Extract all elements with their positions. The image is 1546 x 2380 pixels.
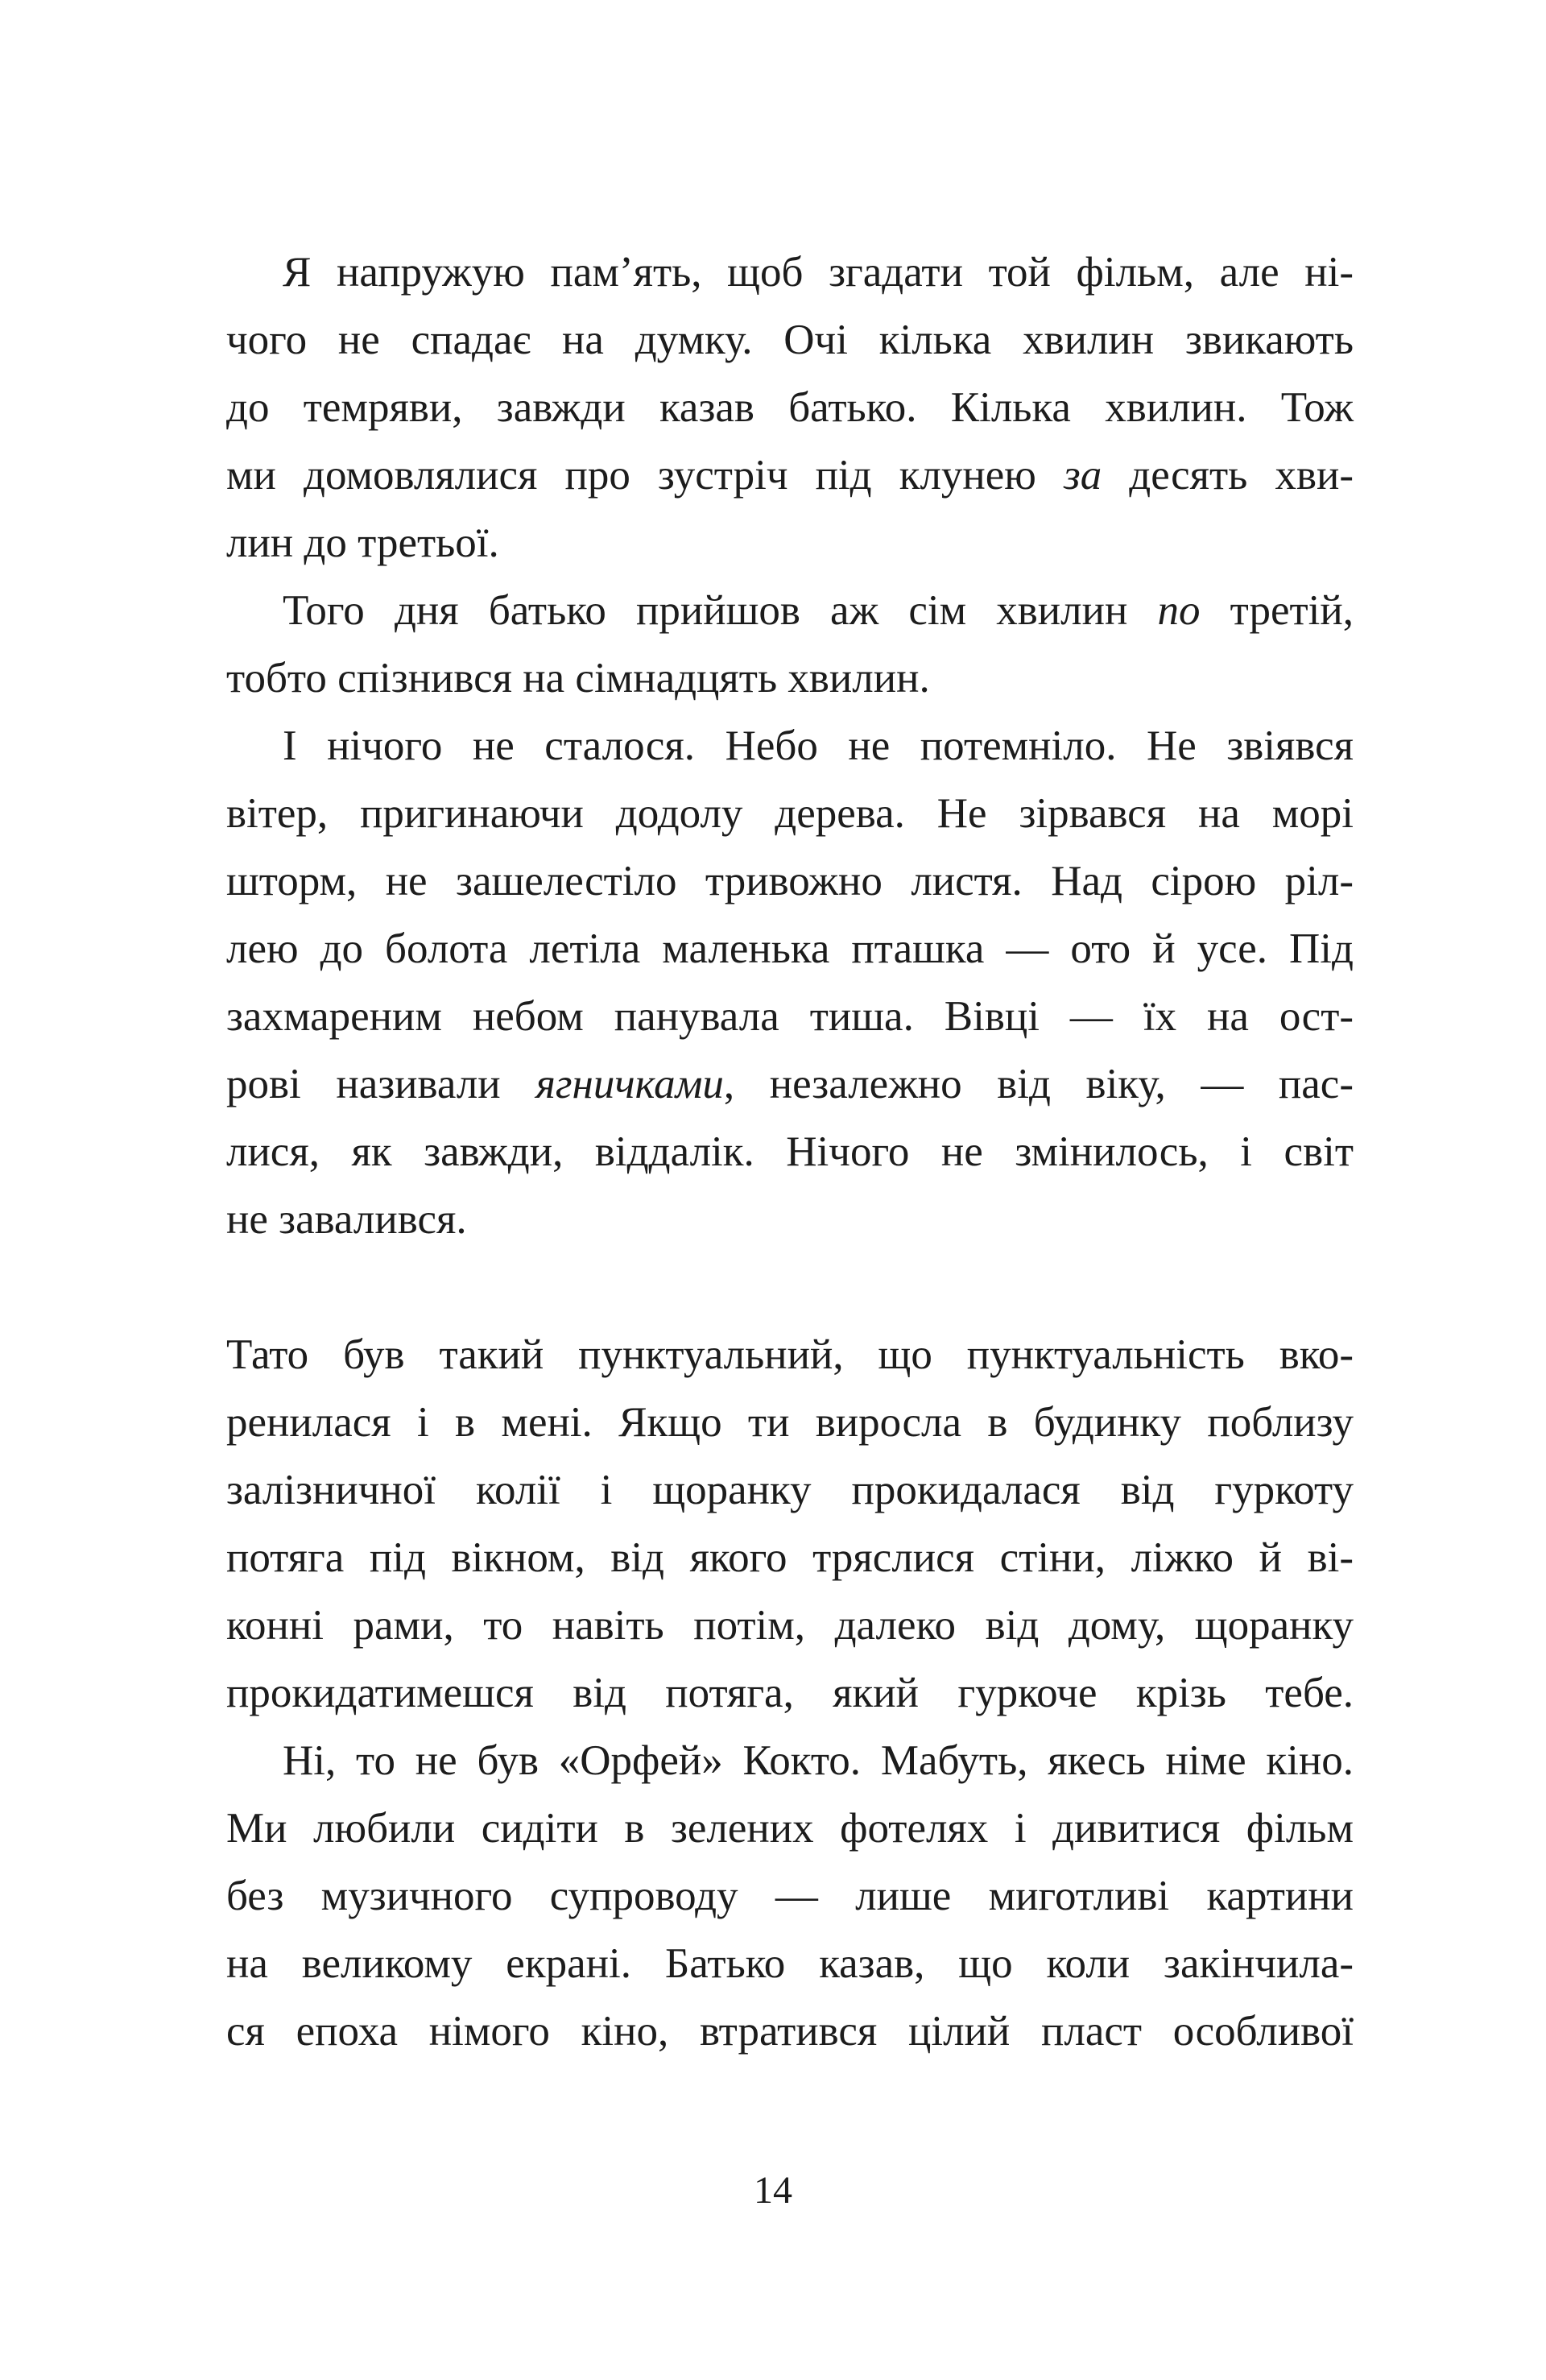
text-line [226, 1118, 1354, 1186]
text-line [226, 983, 1354, 1050]
text-line [226, 1862, 1354, 1930]
text-run: чого не спадає на думку. Очі кілька хвилин звикають [226, 317, 1354, 363]
italic-text-run: ягничками [535, 1061, 724, 1107]
text-run: Ні, то не був «Орфей» Кокто. Мабуть, якесь німе кіно. [283, 1737, 1354, 1784]
paragraph [226, 1321, 1354, 1727]
text-run: не завалився. [226, 1196, 467, 1243]
text-line [226, 1997, 1354, 2065]
text-run: потяга під вікном, від якого тряслися стіни, ліжко й ві- [226, 1534, 1354, 1581]
text-run: лин до третьої. [226, 519, 499, 566]
text-run: рові називали [226, 1061, 536, 1107]
text-line [226, 1591, 1354, 1659]
text-line [226, 238, 1354, 306]
text-line [226, 780, 1354, 847]
text-run: десять хви- [1102, 452, 1354, 499]
text-line [226, 374, 1354, 441]
paragraph [226, 577, 1354, 712]
italic-text-run: за [1064, 452, 1102, 499]
text-line [226, 306, 1354, 374]
text-run: без музичного супроводу — лише миготливі картини [226, 1873, 1354, 1919]
text-run: ся епоха німого кіно, втратився цілий пласт особливої [226, 2008, 1354, 2055]
text-run: лися, як завжди, віддалік. Нічого не змінилось, і світ [226, 1128, 1354, 1175]
text-run: Я напружую пам’ять, щоб згадати той фільм, але ні- [283, 249, 1354, 296]
text-line [226, 577, 1354, 644]
text-run: прокидатимешся від потяга, який гуркоче крізь тебе. [226, 1670, 1354, 1716]
text-line [226, 1930, 1354, 1997]
text-line [226, 712, 1354, 780]
text-run: І нічого не сталося. Небо не потемніло. Не звіявся [283, 722, 1354, 769]
text-line [226, 644, 1354, 712]
text-line [226, 1524, 1354, 1591]
paragraph [226, 238, 1354, 577]
text-run: залізничної колії і щоранку прокидалася від гуркоту [226, 1467, 1354, 1513]
paragraph [226, 1727, 1354, 2065]
text-run: третій, [1200, 587, 1354, 634]
page-number: 14 [754, 2169, 792, 2212]
text-run: ми домовлялися про зустріч під клунею [226, 452, 1064, 499]
text-line [226, 1794, 1354, 1862]
text-run: , незалежно від віку, — пас- [723, 1061, 1354, 1107]
text-run: на великому екрані. Батько казав, що коли закінчила- [226, 1940, 1354, 1987]
text-line [226, 509, 1354, 577]
text-run: вітер, пригинаючи додолу дерева. Не зірвався на морі [226, 790, 1354, 837]
text-line [226, 1186, 1354, 1253]
text-run: лею до болота летіла маленька пташка — ото й усе. Під [226, 925, 1354, 972]
text-run: захмареним небом панувала тиша. Вівці — їх на ост- [226, 993, 1354, 1040]
text-line [226, 441, 1354, 509]
text-run: до темряви, завжди казав батько. Кілька хвилин. Тож [226, 384, 1354, 431]
text-line [226, 1389, 1354, 1456]
text-line [226, 1659, 1354, 1727]
text-line [226, 1050, 1354, 1118]
text-run: Ми любили сидіти в зелених фотелях і дивитися фільм [226, 1805, 1354, 1852]
text-line [226, 915, 1354, 983]
text-run: Тато був такий пунктуальний, що пунктуальність вко- [226, 1331, 1354, 1378]
text-run: тобто спізнився на сімнадцять хвилин. [226, 655, 930, 702]
text-run: конні рами, то навіть потім, далеко від дому, щоранку [226, 1602, 1354, 1649]
text-block [226, 238, 1354, 2065]
text-line [226, 1727, 1354, 1794]
text-run: ренилася і в мені. Якщо ти виросла в будинку поблизу [226, 1399, 1354, 1446]
italic-text-run: по [1157, 587, 1201, 634]
paragraph [226, 712, 1354, 1253]
text-run: Того дня батько прийшов аж сім хвилин [283, 587, 1158, 634]
text-line [226, 1321, 1354, 1389]
text-run: шторм, не зашелестіло тривожно листя. Над сірою ріл- [226, 858, 1354, 904]
text-line [226, 1456, 1354, 1524]
text-line [226, 847, 1354, 915]
